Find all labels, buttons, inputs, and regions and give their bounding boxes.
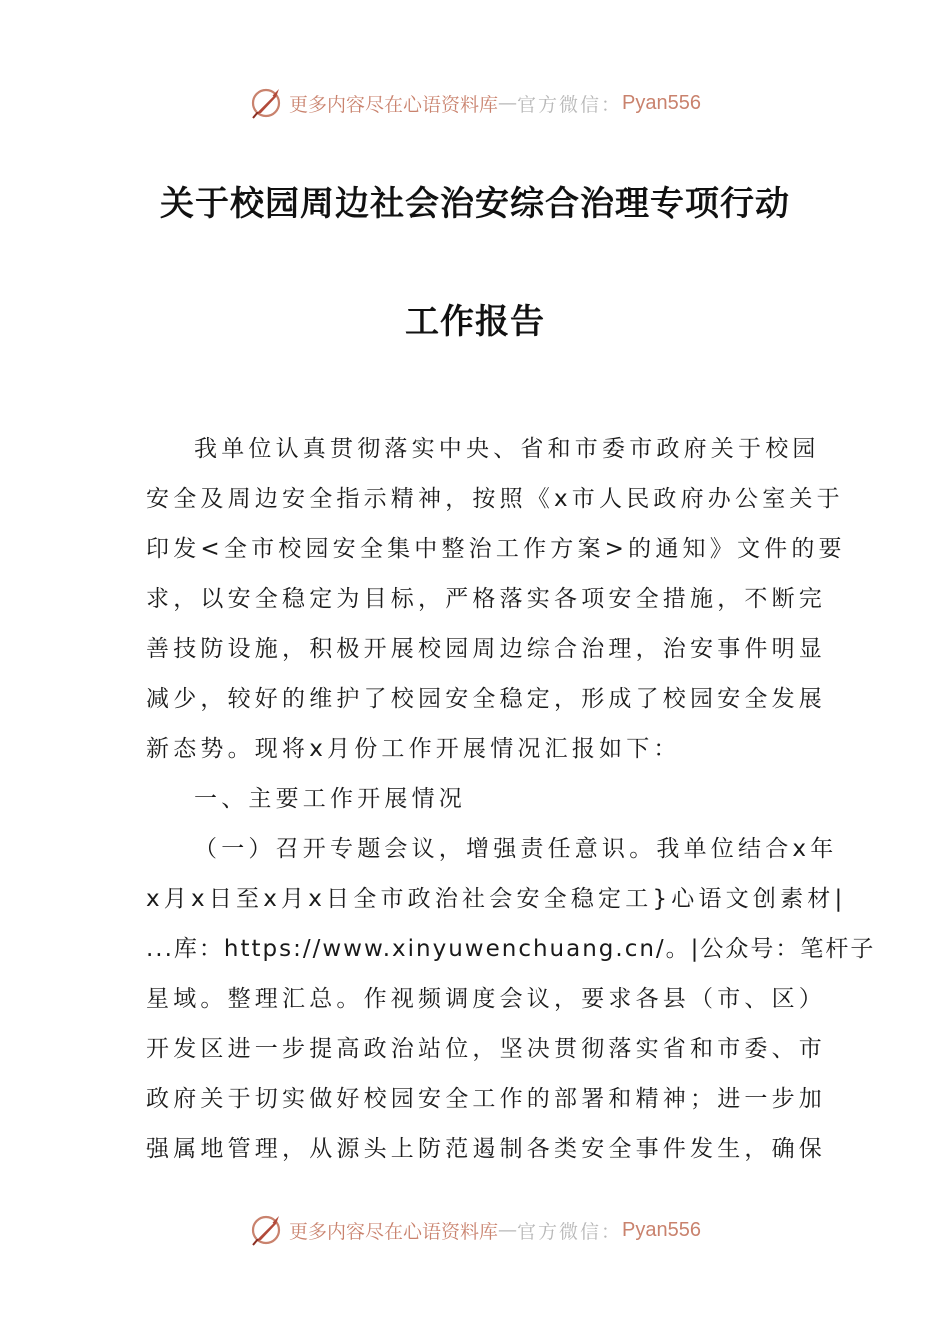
banner-separator: — xyxy=(498,92,518,114)
body-line: 求，以安全稳定为目标，严格落实各项安全措施，不断完 xyxy=(146,586,826,612)
banner-wechat-label: 官方微信： xyxy=(517,1220,623,1243)
footer-watermark-banner xyxy=(0,1210,950,1250)
body-line: x月x日至x月x日全市政治社会安全稳定工}心语文创素材| xyxy=(146,886,847,912)
banner-wechat-id: Pyan556 xyxy=(622,1218,701,1241)
banner-wechat-id: Pyan556 xyxy=(622,91,701,114)
document-body xyxy=(146,424,876,1184)
body-line: 我单位认真贯彻落实中央、省和市委市政府关于校园 xyxy=(194,436,820,462)
body-line-with-url: ...库：https://www.xinyuwenchuang.cn/。|公众号：笔杆子 xyxy=(146,936,876,962)
body-line: 星域。整理汇总。作视频调度会议，要求各县（市、区） xyxy=(146,986,826,1012)
body-line: 印发<全市校园安全集中整治工作方案>的通知》文件的要 xyxy=(146,536,846,562)
body-line: 安全及周边安全指示精神，按照《x市人民政府办公室关于 xyxy=(146,486,844,512)
body-line: 强属地管理，从源头上防范遏制各类安全事件发生，确保 xyxy=(146,1136,826,1162)
banner-separator: — xyxy=(498,1219,518,1241)
banner-main-text: 更多内容尽在心语资料库 xyxy=(289,93,499,116)
document-title-line-1: 关于校园周边社会治安综合治理专项行动 xyxy=(160,184,790,224)
header-watermark-banner xyxy=(0,83,950,123)
body-line: 政府关于切实做好校园安全工作的部署和精神；进一步加 xyxy=(146,1086,826,1112)
body-line: 善技防设施，积极开展校园周边综合治理，治安事件明显 xyxy=(146,636,826,662)
quill-logo-icon xyxy=(249,1212,285,1248)
body-line: 开发区进一步提高政治站位，坚决贯彻落实省和市委、市 xyxy=(146,1036,826,1062)
banner-wechat-label: 官方微信： xyxy=(517,93,623,116)
body-line: 新态势。现将x月份工作开展情况汇报如下： xyxy=(146,736,681,762)
section-heading: 一、主要工作开展情况 xyxy=(194,786,466,812)
banner-main-text: 更多内容尽在心语资料库 xyxy=(289,1220,499,1243)
subsection-heading-line: （一）召开专题会议，增强责任意识。我单位结合x年 xyxy=(194,836,838,862)
quill-logo-icon xyxy=(249,85,285,121)
body-line: 减少，较好的维护了校园安全稳定，形成了校园安全发展 xyxy=(146,686,826,712)
document-title-line-2: 工作报告 xyxy=(405,302,545,342)
